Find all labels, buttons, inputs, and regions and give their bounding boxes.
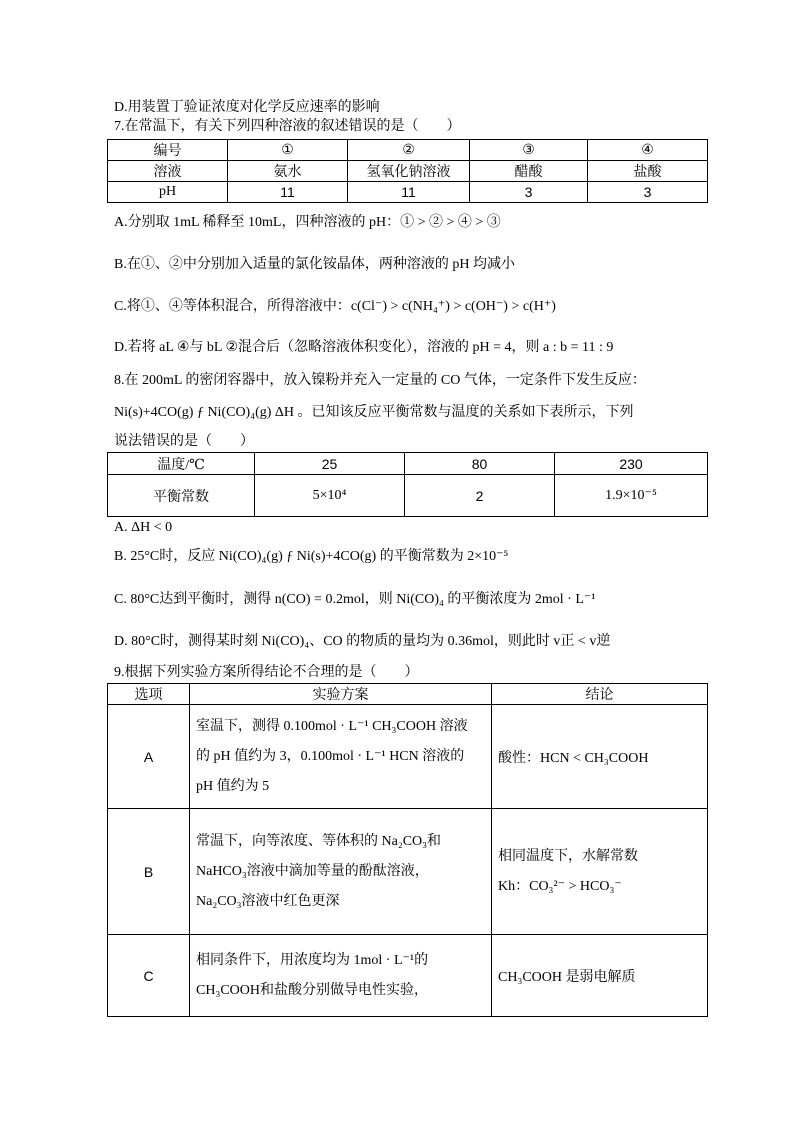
t9-row-a-plan-line-3: pH 值约为 5: [196, 778, 270, 794]
t9-row-c-option: C: [108, 935, 190, 1017]
t8-header-2: 80: [405, 453, 555, 475]
question-7-option-c: C.将①、④等体积混合，所得溶液中：c(Cl⁻) > c(NH₄⁺) > c(OH⁻) > c(H⁺): [114, 299, 556, 314]
question-8-stem-3: 说法错误的是（ ）: [114, 434, 254, 449]
t7-header-2: ②: [348, 140, 470, 161]
t9-header-conclusion: 结论: [492, 684, 708, 705]
t8-row-2: 2: [405, 475, 555, 517]
t9-row-b-conclusion-line-2: Kh：CO₃²⁻ > HCO₃⁻: [498, 878, 622, 894]
t7-solution-2: 氢氧化钠溶液: [348, 161, 470, 182]
t7-ph-3: 3: [470, 182, 588, 203]
t7-solution-3: 醋酸: [470, 161, 588, 182]
t8-header-3: 230: [555, 453, 708, 475]
t7-header-0: 编号: [108, 140, 228, 161]
table-row: [108, 809, 708, 935]
question-7-table: [107, 139, 708, 203]
t7-header-4: ④: [588, 140, 708, 161]
question-8-stem-2: Ni(s)+4CO(g) ƒ Ni(CO)₄(g) ΔH 。已知该反应平衡常数与温度的关系如下表所示，下列: [114, 405, 634, 420]
t9-row-b-plan-line-1: 常温下，向等浓度、等体积的 Na₂CO₃和: [196, 833, 442, 849]
t7-solution-1: 氨水: [228, 161, 348, 182]
t9-row-c-conclusion-line-1: CH₃COOH 是弱电解质: [498, 969, 636, 985]
table-row: [108, 705, 708, 809]
t9-row-a-conclusion: [492, 705, 708, 809]
t9-row-c-plan: [190, 935, 492, 1017]
question-7-option-a: A.分别取 1mL 稀释至 10mL，四种溶液的 pH：① > ② > ④ > ③: [114, 215, 501, 230]
t7-solution-0: 溶液: [108, 161, 228, 182]
question-8-stem-1: 8.在 200mL 的密闭容器中，放入镍粉并充入一定量的 CO 气体，一定条件下发生反应：: [114, 373, 646, 388]
t8-row-1: 5×10⁴: [255, 475, 405, 517]
question-8-option-a: A. ΔH < 0: [114, 520, 173, 535]
t7-ph-1: 11: [228, 182, 348, 203]
t9-row-b-plan: [190, 809, 492, 935]
t8-row-3: 1.9×10⁻⁵: [555, 475, 708, 517]
t9-header-option: 选项: [108, 684, 190, 705]
t8-header-0: 温度/℃: [108, 453, 255, 475]
t7-header-3: ③: [470, 140, 588, 161]
table-row: [108, 935, 708, 1017]
t7-header-1: ①: [228, 140, 348, 161]
question-8-option-d: D. 80°C时，测得某时刻 Ni(CO)₄、CO 的物质的量均为 0.36mol，则此时 v正 < v逆: [114, 634, 611, 649]
t9-row-c-plan-line-1: 相同条件下，用浓度均为 1mol · L⁻¹的: [196, 952, 429, 968]
t9-row-b-plan-line-2: NaHCO₃溶液中滴加等量的酚酞溶液，: [196, 863, 429, 879]
t9-row-a-option: A: [108, 705, 190, 809]
t7-ph-4: 3: [588, 182, 708, 203]
t9-row-c-plan-line-2: CH₃COOH和盐酸分别做导电性实验，: [196, 982, 428, 998]
t7-ph-0: pH: [108, 182, 228, 203]
option-d-previous: D.用装置丁验证浓度对化学反应速率的影响: [114, 100, 380, 115]
question-7-stem: 7.在常温下，有关下列四种溶液的叙述错误的是（ ）: [114, 119, 461, 134]
question-7-option-b: B.在①、②中分别加入适量的氯化铵晶体，两种溶液的 pH 均减小: [114, 257, 515, 272]
t8-header-1: 25: [255, 453, 405, 475]
question-8-option-c: C. 80°C达到平衡时，测得 n(CO) = 0.2mol，则 Ni(CO)₄ 的平衡浓度为 2mol · L⁻¹: [114, 592, 596, 607]
t8-row-0: 平衡常数: [108, 475, 255, 517]
t9-row-b-option: B: [108, 809, 190, 935]
t9-row-a-plan: [190, 705, 492, 809]
question-7-option-d: D.若将 aL ④与 bL ②混合后（忽略溶液体积变化），溶液的 pH = 4，则 a : b = 11 : 9: [114, 340, 614, 355]
t9-row-b-conclusion-line-1: 相同温度下，水解常数: [498, 848, 638, 864]
question-9-stem: 9.根据下列实验方案所得结论不合理的是（ ）: [114, 665, 419, 680]
t7-ph-2: 11: [348, 182, 470, 203]
t9-row-a-conclusion-line-1: 酸性：HCN < CH₃COOH: [498, 750, 649, 766]
t9-row-b-conclusion: [492, 809, 708, 935]
question-9-table: [107, 683, 708, 1017]
t9-row-b-plan-line-3: Na₂CO₃溶液中红色更深: [196, 893, 340, 909]
question-8-option-b: B. 25°C时，反应 Ni(CO)₄(g) ƒ Ni(s)+4CO(g) 的平衡常数为 2×10⁻⁵: [114, 549, 509, 564]
t9-row-c-conclusion: [492, 935, 708, 1017]
t9-header-plan: 实验方案: [190, 684, 492, 705]
t9-row-a-plan-line-2: 的 pH 值约为 3，0.100mol · L⁻¹ HCN 溶液的: [196, 748, 465, 764]
t9-row-a-plan-line-1: 室温下，测得 0.100mol · L⁻¹ CH₃COOH 溶液: [196, 718, 468, 734]
question-8-table: [107, 452, 708, 517]
t7-solution-4: 盐酸: [588, 161, 708, 182]
